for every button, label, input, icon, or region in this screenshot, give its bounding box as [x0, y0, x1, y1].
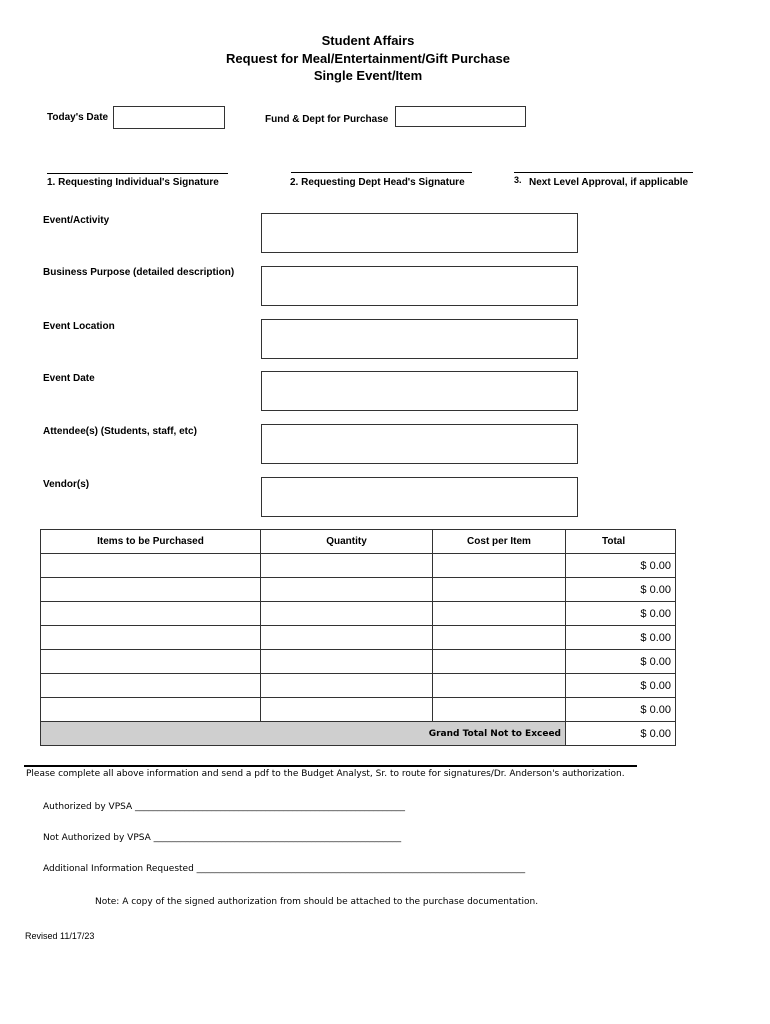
vendors-field[interactable] [261, 477, 578, 517]
section-divider [24, 765, 637, 767]
quantity-cell[interactable] [261, 674, 433, 698]
table-header-row [41, 530, 676, 554]
table-row [41, 698, 676, 722]
quantity-cell[interactable] [261, 650, 433, 674]
item-cell[interactable] [41, 674, 261, 698]
fund-dept-label: Fund & Dept for Purchase [265, 114, 389, 125]
total-cell: $ 0.00 [566, 578, 676, 602]
cost-cell[interactable] [433, 554, 566, 578]
quantity-cell[interactable] [261, 578, 433, 602]
total-cell: $ 0.00 [566, 650, 676, 674]
attendees-field[interactable] [261, 424, 578, 464]
event-location-label: Event Location [43, 321, 115, 332]
table-row [41, 554, 676, 578]
business-purpose-label: Business Purpose (detailed description) [43, 267, 235, 278]
vendors-label: Vendor(s) [43, 479, 90, 490]
form-title-line3: Single Event/Item [313, 68, 423, 83]
item-cell[interactable] [41, 578, 261, 602]
todays-date-label: Today's Date [47, 112, 109, 123]
next-level-approval-number: 3. [514, 175, 522, 185]
total-cell: $ 0.00 [566, 554, 676, 578]
todays-date-field[interactable] [113, 106, 225, 129]
business-purpose-field[interactable] [261, 266, 578, 306]
event-date-field[interactable] [261, 371, 578, 411]
total-cell: $ 0.00 [566, 674, 676, 698]
table-row [41, 602, 676, 626]
attachment-note: Note: A copy of the signed authorization from should be attached to the purchase documentation. [95, 897, 539, 907]
cost-cell[interactable] [433, 698, 566, 722]
cost-cell[interactable] [433, 578, 566, 602]
authorized-by-vpsa[interactable]: Authorized by VPSA ____________________________________________________________ [43, 802, 406, 812]
item-cell[interactable] [41, 626, 261, 650]
grand-total-row [41, 722, 676, 746]
requesting-individual-signature-label: 1. Requesting Individual's Signature [47, 177, 219, 188]
attendees-label: Attendee(s) (Students, staff, etc) [43, 426, 197, 437]
item-cell[interactable] [41, 554, 261, 578]
event-activity-label: Event/Activity [43, 215, 110, 226]
item-cell[interactable] [41, 650, 261, 674]
header-quantity: Quantity [261, 530, 433, 554]
form-title-line1: Student Affairs [321, 33, 415, 48]
quantity-cell[interactable] [261, 698, 433, 722]
quantity-cell[interactable] [261, 554, 433, 578]
cost-cell[interactable] [433, 626, 566, 650]
instructions-text: Please complete all above information and send a pdf to the Budget Analyst, Sr. to route for signatures/Dr. Anderson's authorization. [26, 769, 625, 779]
grand-total-label: Grand Total Not to Exceed [41, 722, 566, 746]
cost-cell[interactable] [433, 674, 566, 698]
fund-dept-field[interactable] [395, 106, 526, 127]
not-authorized-by-vpsa[interactable]: Not Authorized by VPSA _______________________________________________________ [43, 833, 402, 843]
requesting-individual-signature-line[interactable] [47, 173, 228, 174]
table-row [41, 674, 676, 698]
header-cost-per-item: Cost per Item [433, 530, 566, 554]
quantity-cell[interactable] [261, 626, 433, 650]
additional-information-requested[interactable]: Additional Information Requested _________________________________________________________________________ [43, 864, 526, 874]
items-table [40, 529, 676, 746]
total-cell: $ 0.00 [566, 698, 676, 722]
dept-head-signature-line[interactable] [291, 172, 472, 173]
next-level-approval-line[interactable] [514, 172, 693, 173]
table-row [41, 578, 676, 602]
total-cell: $ 0.00 [566, 626, 676, 650]
table-row [41, 626, 676, 650]
item-cell[interactable] [41, 698, 261, 722]
cost-cell[interactable] [433, 650, 566, 674]
table-row [41, 650, 676, 674]
cost-cell[interactable] [433, 602, 566, 626]
event-date-label: Event Date [43, 373, 95, 384]
quantity-cell[interactable] [261, 602, 433, 626]
revised-date: Revised 11/17/23 [25, 931, 95, 941]
grand-total-value: $ 0.00 [566, 722, 676, 746]
dept-head-signature-label: 2. Requesting Dept Head's Signature [290, 177, 465, 188]
header-total: Total [566, 530, 676, 554]
total-cell: $ 0.00 [566, 602, 676, 626]
event-activity-field[interactable] [261, 213, 578, 253]
event-location-field[interactable] [261, 319, 578, 359]
form-title-line2: Request for Meal/Entertainment/Gift Purchase [226, 51, 510, 66]
header-items: Items to be Purchased [41, 530, 261, 554]
next-level-approval-label: Next Level Approval, if applicable [529, 177, 689, 188]
item-cell[interactable] [41, 602, 261, 626]
